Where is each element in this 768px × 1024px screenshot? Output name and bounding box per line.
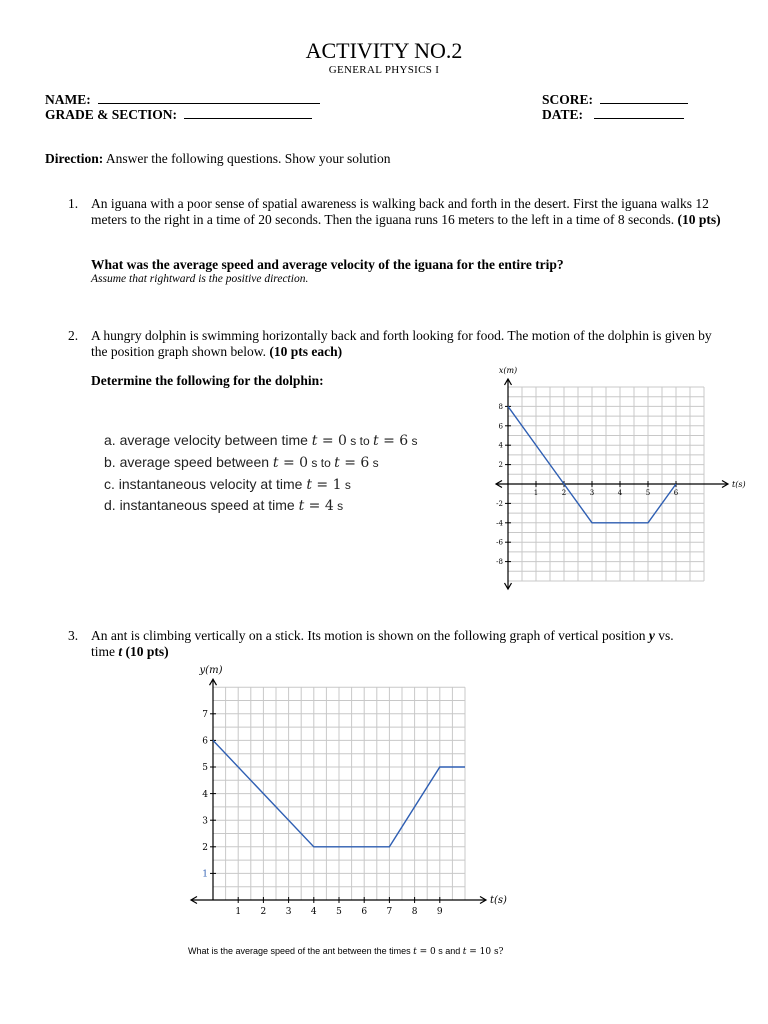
unit: s — [369, 456, 379, 470]
q1-points: (10 pts) — [677, 212, 721, 227]
math-eq: = 6 — [378, 433, 409, 449]
unit: s — [333, 499, 344, 513]
q3-body-1: An ant is climbing vertically on a stick. Its motion is shown on the following graph of vertical position — [91, 628, 649, 643]
q3-body-2: vs. time — [91, 628, 674, 659]
direction-label: Direction: — [45, 151, 104, 166]
math-eq: = 6 — [339, 455, 370, 471]
y-tick-label: 6 — [498, 422, 503, 431]
x-tick-label: 7 — [386, 907, 393, 917]
q1-text — [91, 196, 726, 228]
y-tick-label: -8 — [496, 558, 503, 567]
math-eq: = 0 — [416, 947, 436, 957]
q2-item-c — [104, 476, 351, 493]
x-tick-label: 6 — [673, 489, 679, 497]
y-tick-label: 7 — [202, 709, 208, 720]
x-axis-label: t(s) — [490, 895, 507, 906]
y-tick-label: -2 — [496, 499, 503, 508]
math-var: t — [311, 433, 318, 449]
math-var: t — [298, 498, 305, 514]
direction-text: Answer the following questions. Show your solution — [105, 151, 391, 166]
q3-number: 3. — [68, 628, 79, 643]
dolphin-position-graph — [470, 366, 746, 586]
x-axis-label: t(s) — [732, 480, 746, 489]
unit: s to — [308, 456, 335, 470]
name-blank[interactable] — [98, 91, 320, 104]
y-tick-label: 3 — [202, 816, 208, 827]
y-axis-label: y(m) — [199, 665, 223, 677]
x-tick-label: 2 — [561, 489, 567, 497]
q2-text — [91, 328, 726, 360]
x-tick-label: 3 — [285, 907, 292, 917]
x-tick-label: 5 — [645, 489, 651, 497]
math-eq: = 0 — [317, 433, 347, 449]
q2-number: 2. — [68, 328, 79, 343]
y-tick-label: -6 — [496, 538, 503, 547]
y-tick-label: -4 — [496, 519, 503, 528]
unit: s to — [346, 434, 373, 448]
q3-question-mid: s and — [435, 946, 463, 956]
x-tick-label: 9 — [436, 907, 443, 917]
direction — [45, 151, 391, 167]
q3-text — [91, 628, 691, 660]
x-tick-label: 5 — [336, 907, 342, 917]
q2-body: A hungry dolphin is swimming horizontally back and forth looking for food. The motion of the dolphin is given by the position graph shown below. — [91, 328, 712, 359]
q2-item-b — [104, 454, 379, 471]
item-label: b. average speed between — [104, 454, 273, 470]
y-tick-label: 5 — [202, 763, 208, 774]
item-label: a. average velocity between time — [104, 432, 312, 448]
x-tick-label: 3 — [589, 489, 595, 497]
ant-position-graph — [182, 665, 507, 930]
date-row — [542, 106, 684, 123]
math-eq: = 0 — [278, 455, 309, 471]
score-blank[interactable] — [600, 91, 688, 104]
item-label: d. instantaneous speed at time — [104, 497, 299, 513]
x-tick-label: 1 — [235, 907, 242, 917]
y-tick-label: 4 — [498, 441, 503, 450]
y-tick-label: 2 — [498, 461, 503, 470]
x-tick-label: 8 — [411, 907, 418, 917]
score-label: SCORE: — [542, 92, 594, 107]
y-tick-label: 6 — [202, 736, 208, 747]
math-eq: = 4 — [304, 498, 334, 514]
q3-question — [188, 946, 503, 957]
y-tick-label: 8 — [498, 402, 503, 411]
page-title: ACTIVITY NO.2 — [305, 38, 463, 63]
math-var: t — [334, 455, 340, 471]
y-axis-label: x(m) — [498, 366, 518, 375]
math-var: t — [306, 477, 312, 493]
q2-item-a — [104, 432, 418, 449]
math-eq: = 10 s? — [466, 947, 504, 957]
unit: s — [408, 434, 418, 448]
grade-section-row — [45, 106, 312, 123]
date-blank[interactable] — [594, 106, 684, 119]
date-label: DATE: — [542, 107, 584, 122]
x-tick-label: 6 — [361, 907, 368, 917]
q2-prompt: Determine the following for the dolphin: — [91, 373, 324, 388]
math-var: t — [462, 947, 467, 957]
q3-t-var: t — [118, 644, 123, 659]
math-var: t — [413, 947, 417, 957]
math-var: t — [272, 455, 279, 471]
q2-item-d — [104, 497, 343, 514]
grade-section-label: GRADE & SECTION: — [45, 107, 178, 122]
q3-question-text: What is the average speed of the ant between the times — [188, 946, 414, 956]
x-tick-label: 4 — [617, 489, 623, 497]
q1-note: Assume that rightward is the positive direction. — [91, 273, 309, 285]
unit: s — [341, 478, 351, 492]
q3-points: (10 pts) — [125, 644, 169, 659]
q1-question: What was the average speed and average velocity of the iguana for the entire trip? — [91, 257, 564, 272]
y-tick-label: 2 — [202, 842, 208, 853]
q3-y-var: y — [648, 628, 655, 643]
y-tick-label: 1 — [202, 869, 208, 880]
q2-points: (10 pts each) — [269, 344, 343, 359]
x-tick-label: 4 — [310, 907, 317, 917]
q1-number: 1. — [68, 196, 79, 211]
math-var: t — [372, 433, 379, 449]
name-label: NAME: — [45, 92, 91, 107]
x-tick-label: 2 — [260, 907, 267, 917]
math-eq: = 1 — [311, 477, 342, 493]
item-label: c. instantaneous velocity at time — [104, 476, 307, 492]
x-tick-label: 1 — [533, 489, 539, 497]
q1-body: An iguana with a poor sense of spatial awareness is walking back and forth in the desert. First the iguana walks 12 meters to the right in a time of 20 seconds. Then the iguana runs 16 meters to the left in a time of 8 seconds. — [91, 196, 709, 227]
y-tick-label: 4 — [202, 789, 208, 800]
page-subtitle: GENERAL PHYSICS I — [328, 64, 440, 76]
grade-section-blank[interactable] — [184, 106, 312, 119]
